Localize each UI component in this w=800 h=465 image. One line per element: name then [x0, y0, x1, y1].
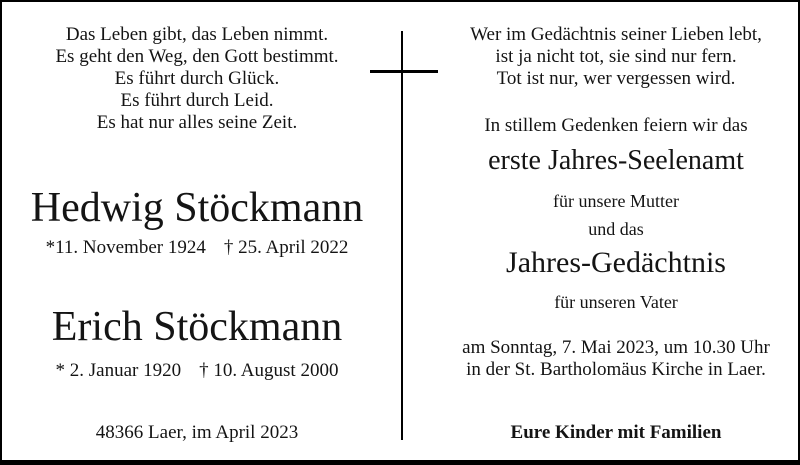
memorial-poem — [4, 24, 390, 134]
schedule-location: in der St. Bartholomäus Kirche in Laer. — [466, 359, 766, 380]
event-dedication-mother: für unsere Mutter — [553, 191, 679, 211]
verse-line: Wer im Gedächtnis seiner Lieben lebt, — [470, 24, 762, 45]
event-schedule — [436, 337, 796, 381]
place-date-line: 48366 Laer, im April 2023 — [95, 422, 299, 443]
deceased-name-1: Hedwig Stöckmann — [30, 185, 364, 231]
death-date-1: † 25. April 2022 — [223, 237, 349, 258]
schedule-date-time: am Sonntag, 7. Mai 2023, um 10.30 Uhr — [462, 337, 770, 358]
verse-line: ist ja nicht tot, sie sind nur fern. — [495, 46, 737, 67]
birth-date-1: *11. November 1924 — [45, 237, 206, 258]
event-title-seelenamt: erste Jahres-Seelenamt — [488, 145, 744, 176]
verse-line: Tot ist nur, wer vergessen wird. — [496, 68, 736, 89]
family-signature: Eure Kinder mit Familien — [510, 422, 722, 443]
birth-date-2: * 2. Januar 1920 — [55, 360, 182, 381]
life-dates-1 — [4, 236, 390, 259]
announcement-connector: und das — [588, 219, 644, 239]
event-dedication-father: für unseren Vater — [554, 292, 678, 312]
death-date-2: † 10. August 2000 — [199, 360, 339, 381]
event-title-gedaechtnis: Jahres-Gedächtnis — [506, 246, 726, 279]
memorial-verse — [436, 24, 796, 90]
poem-line: Es führt durch Glück. — [114, 68, 280, 89]
poem-line: Es hat nur alles seine Zeit. — [96, 112, 298, 133]
poem-line: Das Leben gibt, das Leben nimmt. — [65, 24, 329, 45]
poem-line: Es geht den Weg, den Gott bestimmt. — [55, 46, 339, 67]
life-dates-2 — [4, 359, 390, 382]
announcement-intro: In stillem Gedenken feiern wir das — [484, 115, 748, 136]
poem-line: Es führt durch Leid. — [120, 90, 274, 111]
cross-vertical-bar — [401, 31, 403, 440]
deceased-name-2: Erich Stöckmann — [51, 304, 343, 350]
